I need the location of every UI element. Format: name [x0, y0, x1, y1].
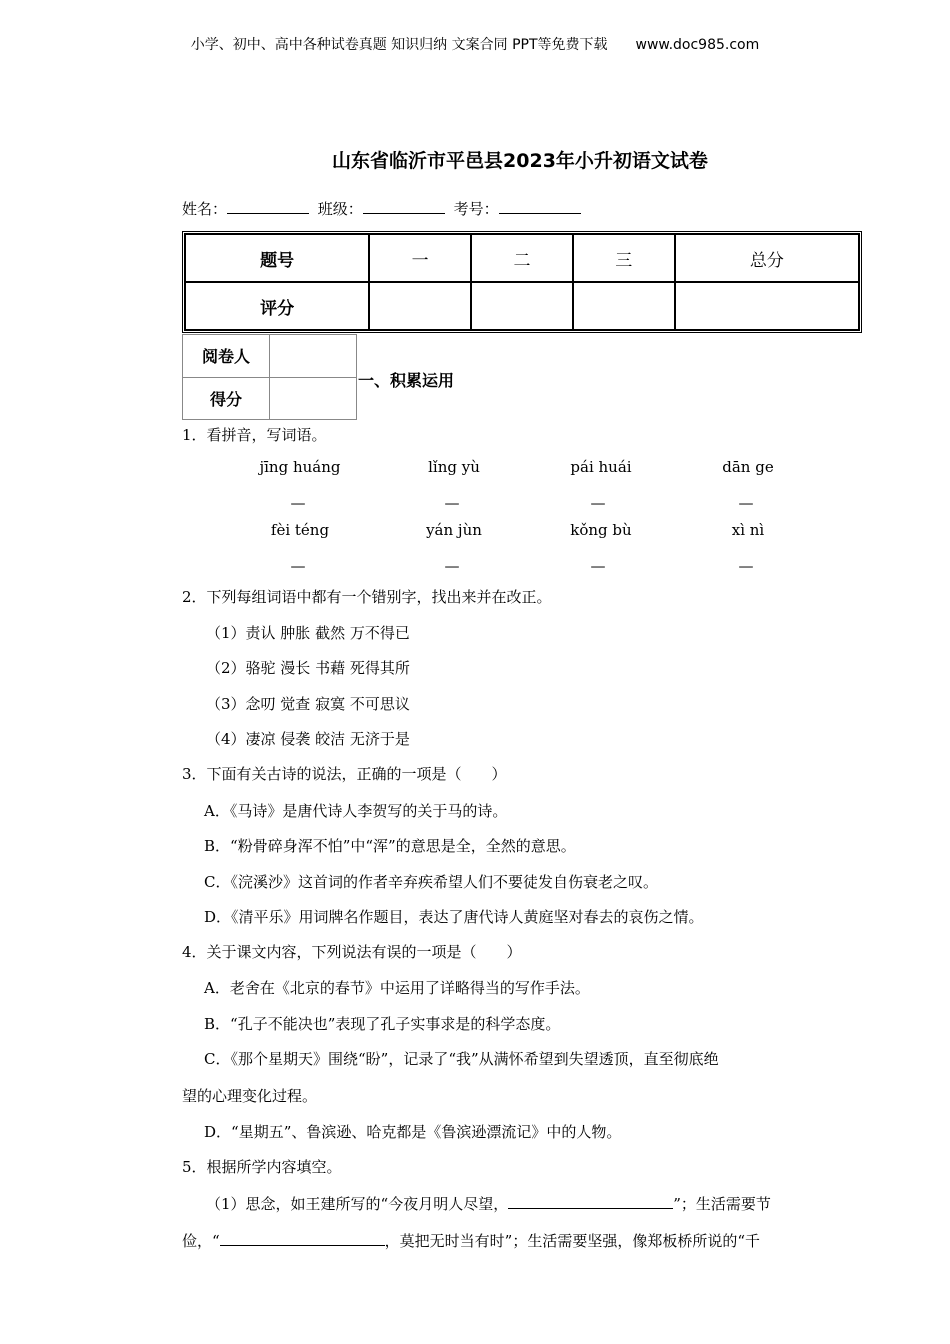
table-cell[interactable] [471, 282, 573, 330]
table-cell: 评分 [185, 282, 369, 330]
list-item: （4）凄凉 侵袭 皎洁 无济于是 [206, 730, 410, 748]
question-5-stem: 5．根据所学内容填空。 [182, 1158, 342, 1176]
option-c-continued: 望的心理变化过程。 [182, 1087, 318, 1105]
class-label: 班级： [317, 200, 363, 218]
page-header [0, 34, 950, 54]
list-item: （1）责认 肿胀 截然 万不得已 [206, 624, 410, 642]
question-5-line-1 [206, 1193, 771, 1214]
grader-table [182, 334, 357, 420]
reviewer-cell[interactable] [270, 335, 357, 378]
question-4-stem: 4．关于课文内容，下列说法有误的一项是（ ） [182, 943, 522, 961]
option-a[interactable]: A．《马诗》是唐代诗人李贺写的关于马的诗。 [204, 802, 508, 820]
option-a[interactable]: A．老舍在《北京的春节》中运用了详略得当的写作手法。 [204, 979, 590, 997]
table-row [185, 234, 859, 282]
option-d[interactable]: D．《清平乐》用词牌名作题目，表达了唐代诗人黄庭坚对春去的哀伤之情。 [204, 908, 704, 926]
student-info [182, 198, 585, 219]
exam-no-blank[interactable] [499, 199, 581, 214]
name-blank[interactable] [227, 199, 309, 214]
answer-blank[interactable]: — [444, 494, 460, 512]
answer-blank[interactable]: — [444, 557, 460, 575]
question-5-line-2 [182, 1230, 760, 1251]
list-item: （3）念叨 觉查 寂寞 不可思议 [206, 695, 410, 713]
table-row [185, 282, 859, 330]
pinyin-item: pái huái [570, 458, 632, 476]
table-cell[interactable] [675, 282, 859, 330]
answer-blank[interactable]: — [738, 494, 754, 512]
reviewer-label: 阅卷人 [183, 335, 270, 378]
exam-no-label: 考号： [453, 200, 499, 218]
answer-blank[interactable]: — [290, 494, 306, 512]
fill-blank[interactable] [508, 1194, 673, 1209]
header-text: 小学、初中、高中各种试卷真题 知识归纳 文案合同 PPT等免费下载 [190, 37, 608, 53]
table-cell[interactable] [573, 282, 675, 330]
pinyin-item: kǒng bù [570, 521, 632, 539]
pinyin-item: yán jùn [426, 521, 482, 539]
pinyin-item: lǐng yù [428, 458, 480, 476]
table-cell: 总分 [675, 234, 859, 282]
text-span: 俭，“ [182, 1232, 220, 1250]
option-b[interactable]: B．“粉骨碎身浑不怕”中“浑”的意思是全，全然的意思。 [204, 837, 576, 855]
pinyin-item: jīng huáng [259, 458, 341, 476]
table-cell: 二 [471, 234, 573, 282]
question-1-stem: 1．看拼音，写词语。 [182, 426, 327, 444]
answer-blank[interactable]: — [590, 494, 606, 512]
option-d[interactable]: D．“星期五”、鲁滨逊、哈克都是《鲁滨逊漂流记》中的人物。 [204, 1123, 622, 1141]
score-table [182, 231, 862, 333]
option-c[interactable]: C．《浣溪沙》这首词的作者辛弃疾希望人们不要徒发自伤衰老之叹。 [204, 873, 658, 891]
answer-blank[interactable]: — [738, 557, 754, 575]
score-cell[interactable] [270, 377, 357, 420]
fill-blank[interactable] [220, 1231, 385, 1246]
pinyin-item: dān ge [722, 458, 774, 476]
answer-blank[interactable]: — [290, 557, 306, 575]
text-span: （1）思念，如王建所写的“今夜月明人尽望， [206, 1195, 509, 1213]
table-cell: 一 [369, 234, 471, 282]
header-site[interactable]: www.doc985.com [635, 37, 760, 53]
question-2-stem: 2．下列每组词语中都有一个错别字，找出来并在改正。 [182, 588, 552, 606]
option-b[interactable]: B．“孔子不能决也”表现了孔子实事求是的科学态度。 [204, 1015, 561, 1033]
pinyin-item: xì nì [731, 521, 765, 539]
option-c[interactable]: C．《那个星期天》围绕“盼”，记录了“我”从满怀希望到失望透顶，直至彻底绝 [204, 1050, 719, 1068]
table-cell[interactable] [369, 282, 471, 330]
answer-blank[interactable]: — [590, 557, 606, 575]
class-blank[interactable] [363, 199, 445, 214]
pinyin-item: fèi téng [270, 521, 330, 539]
table-cell: 三 [573, 234, 675, 282]
list-item: （2）骆驼 漫长 书藉 死得其所 [206, 659, 410, 677]
name-label: 姓名： [182, 200, 228, 218]
question-3-stem: 3．下面有关古诗的说法，正确的一项是（ ） [182, 765, 507, 783]
text-span: ，莫把无时当有时”；生活需要坚强，像郑板桥所说的“千 [384, 1232, 761, 1250]
text-span: ”；生活需要节 [673, 1195, 771, 1213]
page-title: 山东省临沂市平邑县2023年小升初语文试卷 [332, 150, 708, 172]
score-label: 得分 [183, 377, 270, 420]
table-cell: 题号 [185, 234, 369, 282]
section-heading: 一、积累运用 [358, 371, 455, 390]
